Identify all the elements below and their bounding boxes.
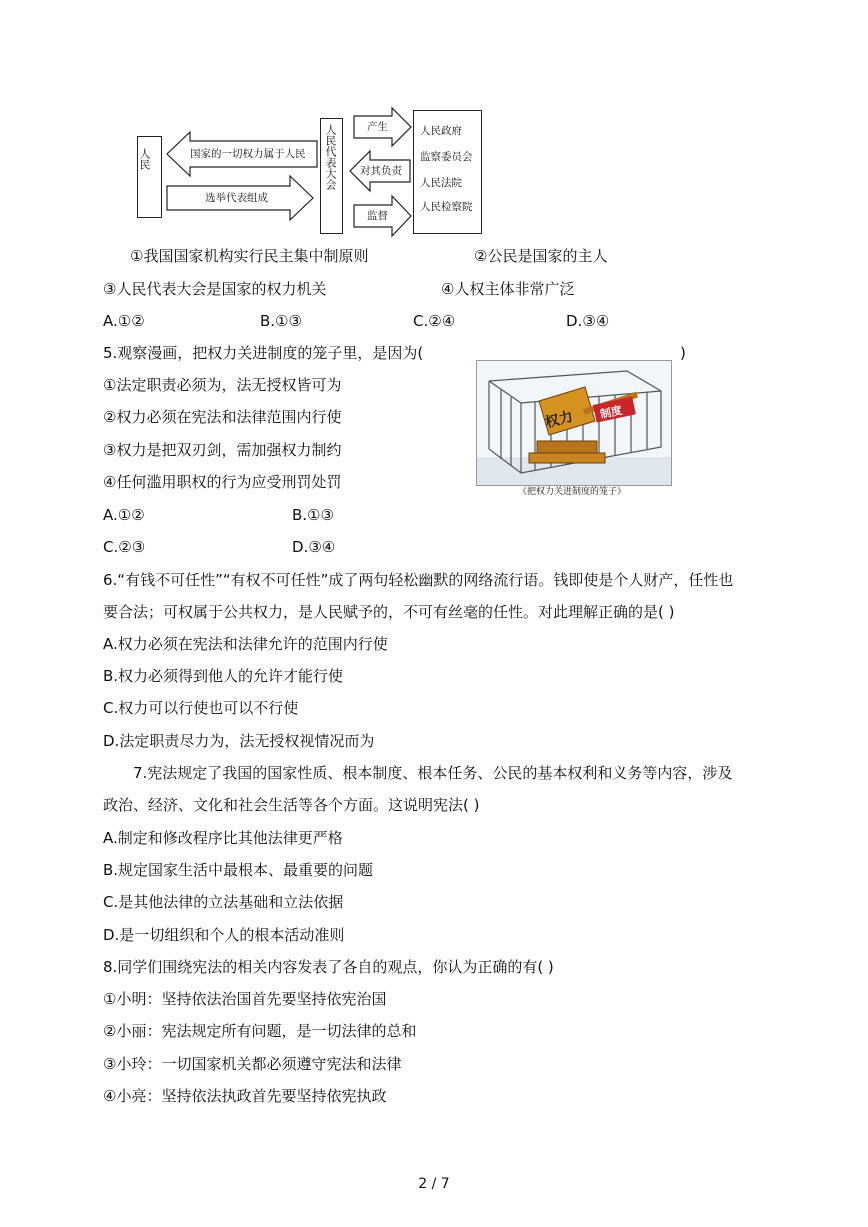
q6-option-d[interactable]: D.法定职责尽力为，法无授权视情况而为 <box>103 732 375 750</box>
q5-option-c[interactable]: C.②③ <box>103 538 146 556</box>
q6-stem-line-2: 要合法；可权属于公共权力，是人民赋予的，不可有丝毫的任性。对此理解正确的是( ) <box>103 603 675 621</box>
q8-item-1: ①小明：坚持依法治国首先要坚持依宪治国 <box>103 990 387 1008</box>
q7-stem-line-1: 7.宪法规定了我国的国家性质、根本制度、根本任务、公民的基本权利和义务等内容，涉及 <box>133 764 733 782</box>
q4-option-d[interactable]: D.③④ <box>566 312 610 330</box>
q7-option-a[interactable]: A.制定和修改程序比其他法律更严格 <box>103 829 343 847</box>
q4-option-a[interactable]: A.①② <box>103 312 145 330</box>
q5-option-b[interactable]: B.①③ <box>292 506 334 524</box>
arrow-bottom-label: 选举代表组成 <box>205 192 268 204</box>
sign-text: 制度 <box>598 403 624 422</box>
organ-item: 人民法院 <box>420 177 462 189</box>
q5-option-a[interactable]: A.①② <box>103 506 145 524</box>
q8-item-3: ③小玲：一切国家机关都必须遵守宪法和法律 <box>103 1055 402 1073</box>
organ-item: 人民检察院 <box>420 201 473 213</box>
arrow-responsible-label: 对其负责 <box>360 165 402 177</box>
q5-item-1: ①法定职责必须为，法无授权皆可为 <box>103 376 342 394</box>
q4-item-2: ②公民是国家的主人 <box>474 247 608 265</box>
congress-label: 人民代表大会 <box>324 124 337 190</box>
cartoon-image <box>476 360 672 486</box>
page-number: 2 / 7 <box>418 1176 450 1192</box>
q7-option-d[interactable]: D.是一切组织和个人的根本活动准则 <box>103 926 345 944</box>
arrow-top-label: 国家的一切权力属于人民 <box>190 148 306 160</box>
arrow-produce-label: 产生 <box>367 121 388 133</box>
q7-stem-line-2: 政治、经济、文化和社会生活等各个方面。这说明宪法( ) <box>103 796 480 814</box>
arrow-supervise-label: 监督 <box>367 210 388 222</box>
q8-item-2: ②小丽：宪法规定所有问题，是一切法律的总和 <box>103 1022 417 1040</box>
q8-stem: 8.同学们围绕宪法的相关内容发表了各自的观点，你认为正确的有( ) <box>103 958 554 976</box>
q4-item-1: ①我国国家机构实行民主集中制原则 <box>130 247 369 265</box>
q6-option-b[interactable]: B.权力必须得到他人的允许才能行使 <box>103 667 344 685</box>
q5-item-3: ③权力是把双刃剑，需加强权力制约 <box>103 441 342 459</box>
q5-stem: 5.观察漫画，把权力关进制度的笼子里，是因为( <box>103 344 424 362</box>
q5-stem-end: ) <box>680 344 686 362</box>
q5-item-2: ②权力必须在宪法和法律范围内行使 <box>103 408 342 426</box>
q4-option-b[interactable]: B.①③ <box>260 312 302 330</box>
q8-item-4: ④小亮：坚持依法执政首先要坚持依宪执政 <box>103 1087 387 1105</box>
q6-stem-line-1: 6.“有钱不可任性”“有权不可任性”成了两句轻松幽默的网络流行语。钱即使是个人财产，任性也 <box>103 571 734 589</box>
q6-option-c[interactable]: C.权力可以行使也可以不行使 <box>103 699 299 717</box>
q6-option-a[interactable]: A.权力必须在宪法和法律允许的范围内行使 <box>103 635 388 653</box>
q4-option-c[interactable]: C.②④ <box>413 312 456 330</box>
q4-item-3: ③人民代表大会是国家的权力机关 <box>103 280 327 298</box>
q4-item-4: ④人权主体非常广泛 <box>441 280 575 298</box>
q7-option-b[interactable]: B.规定国家生活中最根本、最重要的问题 <box>103 861 374 879</box>
organ-item: 监察委员会 <box>420 151 473 163</box>
organ-item: 人民政府 <box>420 125 462 137</box>
cartoon-caption: 《把权力关进制度的笼子》 <box>518 487 627 497</box>
people-label: 人民 <box>138 148 151 170</box>
gavel-text: 权力 <box>543 408 575 432</box>
q5-item-4: ④任何滥用职权的行为应受刑罚处罚 <box>103 473 342 491</box>
q5-option-d[interactable]: D.③④ <box>292 538 336 556</box>
q7-option-c[interactable]: C.是其他法律的立法基础和立法依据 <box>103 893 344 911</box>
